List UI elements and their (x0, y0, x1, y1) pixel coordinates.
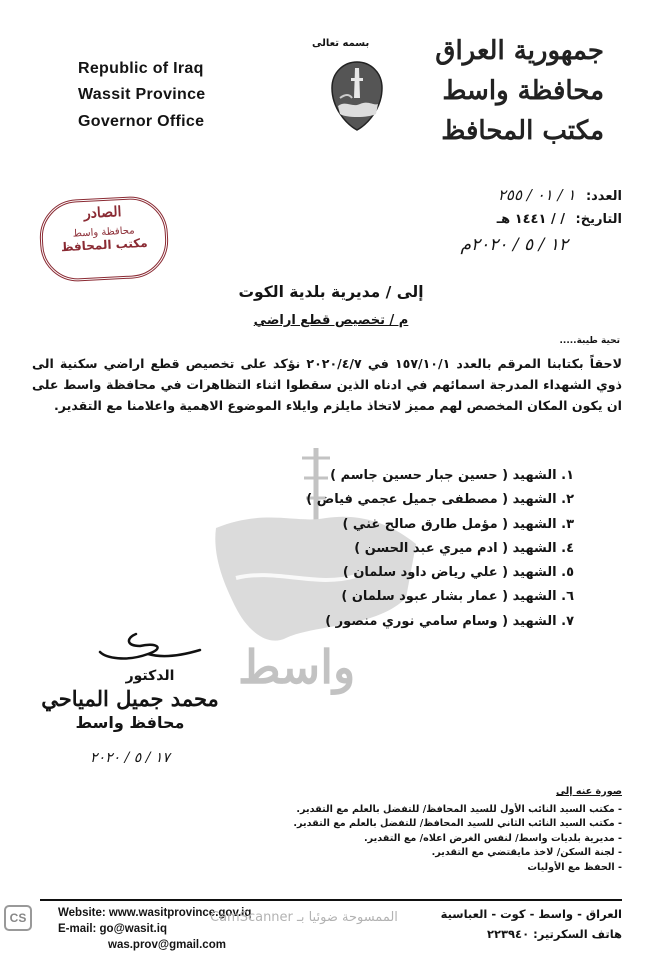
list-item: - لجنة السكن/ لاخذ مايقتضي مع التقدير. (431, 847, 622, 858)
list-item: ٢. الشهيد ( مصطفى جميل عجمي فياض ) (306, 492, 574, 508)
cc-list (293, 785, 622, 875)
document-number (492, 186, 622, 204)
list-item: ٦. الشهيد ( عمار بشار عبود سلمان ) (341, 589, 574, 605)
email-text-1: E-mail: go@wasit.iq (58, 923, 167, 935)
list-item: ٥. الشهيد ( علي رياض داود سلمان ) (342, 565, 574, 581)
signer-title: الدكتور (125, 668, 175, 684)
basmala: بسمه تعالى (312, 38, 370, 49)
addressee: إلى / مديرية بلدية الكوت (238, 283, 424, 301)
signer-name: محمد جميل المياحي (41, 686, 219, 711)
header-en-line-1: Republic of Iraq (78, 60, 204, 77)
gregorian-date: ١٢ / ٥ / ٢٠٢٠م (460, 235, 568, 255)
stamp-line-1: محافظة واسط (72, 225, 135, 240)
website-text: Website: www.wasitprovince.gov.iq (58, 907, 252, 919)
watermark-text: واسط (238, 640, 356, 694)
camscanner-text: الممسوحة ضوئيا بـ CamScanner (210, 910, 398, 925)
stamp-title: الصادر (83, 204, 122, 223)
list-item: ١. الشهيد ( حسين جبار حسين جاسم ) (330, 468, 574, 483)
header-ar-line-1: جمهورية العراق (435, 36, 604, 66)
header-ar-line-2: محافظة واسط (442, 76, 604, 106)
signer-position: محافظ واسط (75, 713, 185, 732)
number-value: ١ / ٠١ / ٢٥٥ (497, 186, 576, 204)
list-item: ٤. الشهيد ( ادم ميري عبد الحسن ) (354, 540, 574, 556)
header-en-line-3: Governor Office (78, 113, 205, 130)
hijri-date-row (491, 212, 622, 227)
signature-block (40, 668, 220, 766)
footer-divider (40, 899, 622, 901)
footer-address (441, 904, 622, 944)
date-label: التاريخ: (575, 212, 622, 227)
phone-text: هاتف السكرتير: ٢٢٣٩٤٠ (486, 927, 622, 941)
email-text-2: was.prov@gmail.com (108, 939, 226, 951)
emblem-icon (322, 58, 392, 134)
stamp-line-2: مكتب المحافظ (60, 235, 148, 255)
subject: م / تخصيص قطع اراضي (253, 313, 409, 328)
greeting: تحية طيبة..... (559, 336, 620, 346)
list-item: ٣. الشهيد ( مؤمل طارق صالح غني ) (342, 516, 574, 532)
list-item: - مديرية بلديات واسط/ لنفس الغرض اعلاه/ مع التقدير. (364, 832, 622, 844)
header-en-line-2: Wassit Province (78, 86, 206, 103)
list-item: - مكتب السيد النائب الثاني للسيد المحافظ/ للتفضل بالعلم مع التقدير. (293, 818, 622, 829)
camscanner-badge: CS (4, 905, 32, 931)
number-label: العدد: (585, 189, 622, 204)
cc-title: صورة عنه إلى (555, 786, 622, 797)
list-item: ٧. الشهيد ( وسام سامي نوري منصور ) (325, 613, 574, 629)
outgoing-stamp (38, 195, 170, 284)
letter-paragraph: لاحقاً بكتابنا المرقم بالعدد ١٥٧/١٠/١ في ٢٠٢٠/٤/٧ نؤكد على تخصيص قطع اراضي سكنية الى ذوي الشهداء المدرجة اسمائهم في ادناه الذين سقطوا اثناء التظاهرات في محافظة واسط على ان يكون المكان المخصص لهم مميز لاتخاذ مايلزم وايلاء الموضوع الاهمية واعلامنا مع التقدير. (32, 356, 622, 413)
martyrs-list (306, 468, 574, 638)
iraq-emblem (322, 58, 392, 134)
header-ar-line-3: مكتب المحافظ (441, 116, 604, 146)
list-item: - الحفظ مع الأوليات (527, 861, 622, 873)
hijri-date: / / ١٤٤١ هـ (496, 212, 565, 227)
list-item: - مكتب السيد النائب الأول للسيد المحافظ/ للتفضل بالعلم مع التقدير. (296, 803, 622, 815)
address-text: العراق - واسط - كوت - العباسية (440, 907, 622, 921)
gregorian-date-row (454, 235, 568, 255)
signature-date: ١٧ / ٥ / ٢٠٢٠ (90, 750, 170, 766)
